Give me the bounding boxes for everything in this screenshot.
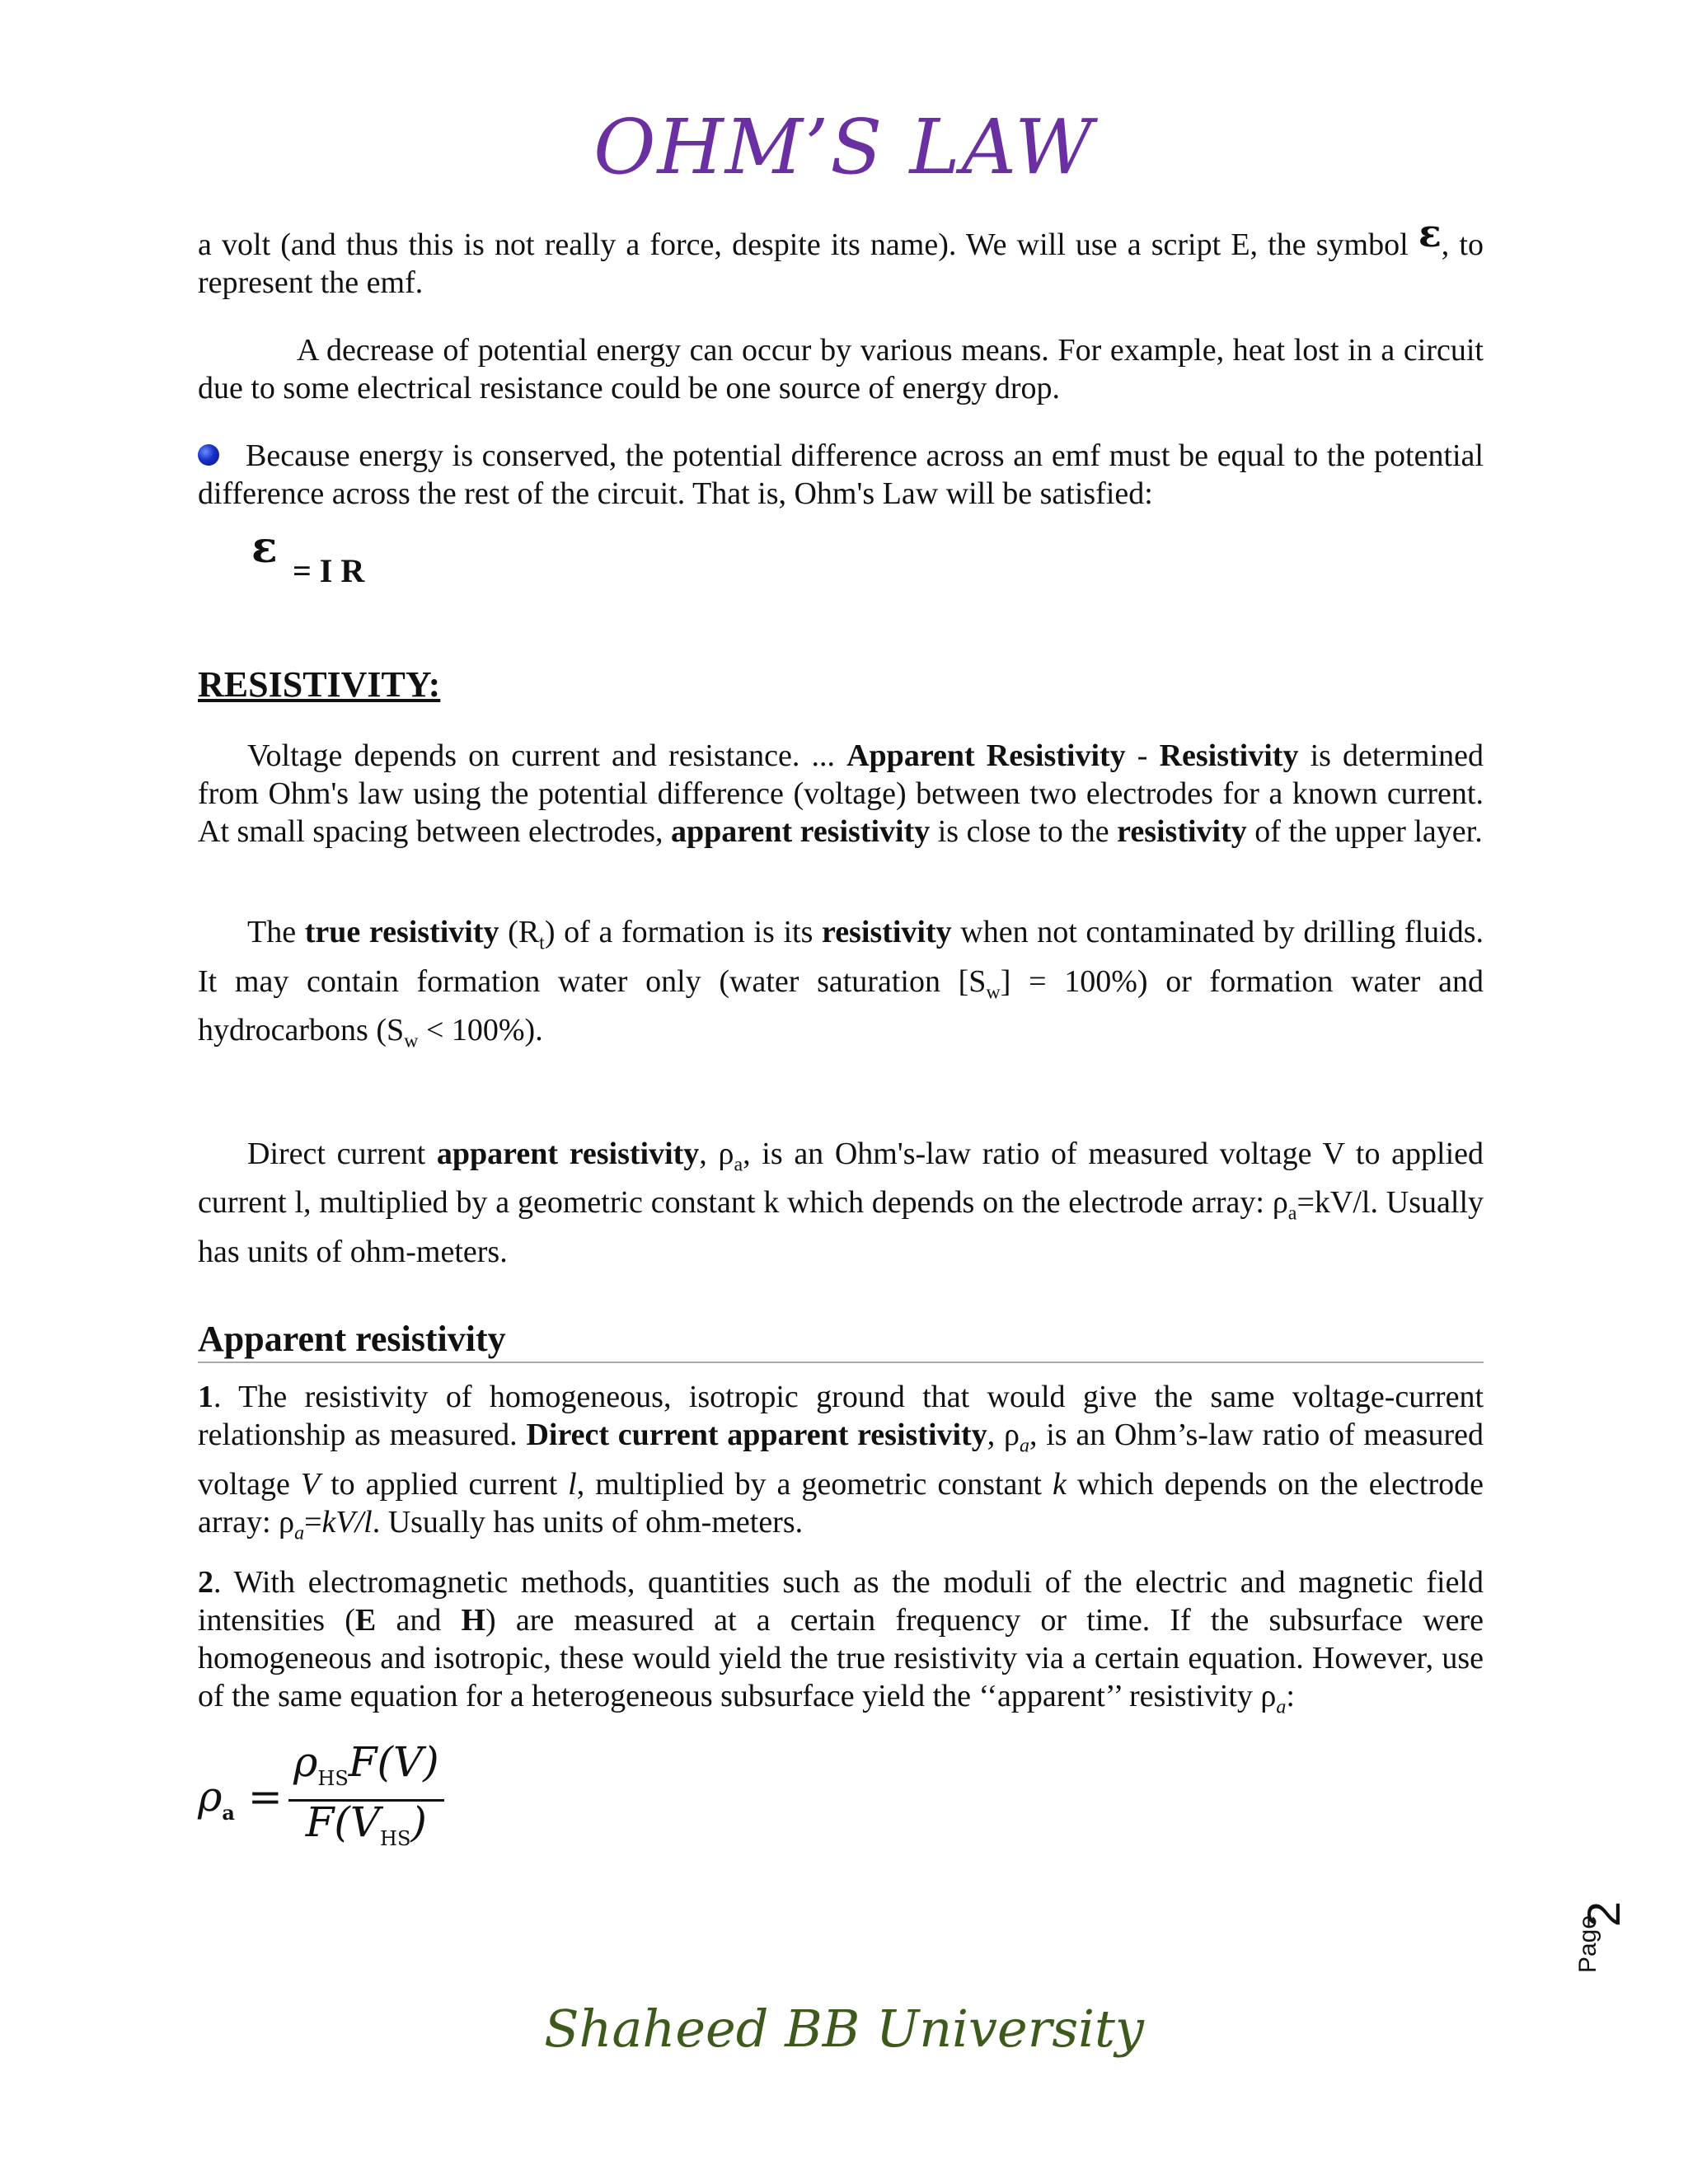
document-body [198,211,1484,1867]
paragraph-true-resistivity: The true resistivity $(R_t)$ of a formation is its resistivity when not contaminated by drilling fluids. It may contain formation water only (water saturation $[S_w] = 100\%$) or formation water and hydrocarbons $(S_w < 100\%)$. [198,915,1484,1052]
bullet-icon [198,444,219,466]
paragraph-emf: a volt (and thus this is not really a force, despite its name). We will use a script E, the symbol ε, to represent the emf. [198,211,1484,300]
paragraph-energy-drop: A decrease of potential energy can occur by various means. For example, heat lost in a circuit due to some electrical resistance could be one source of energy drop. [198,333,1484,405]
emf-symbol: ε [251,523,278,573]
paragraph-conservation: Because energy is conserved, the potential difference across an emf must be equal to the potential difference across the rest of the circuit. That is, Ohm's Law will be satisfied: [198,438,1484,511]
formula-denominator: $F(V_{HS})$ [305,1797,427,1850]
paragraph-apparent-resistivity: Voltage depends on current and resistance. ... Apparent Resistivity - Resistivity is determined from Ohm's law using the potential difference (voltage) between two electrodes for a known current. At small spacing between electrodes, apparent resistivity is close to the resistivity of the upper layer. [198,738,1484,849]
page-number: Page 2 [1574,1900,1630,1974]
formula-numerator: $\rho_{HS}F(V)$ [288,1743,444,1802]
definition-1: 1. The resistivity of homogeneous, isotropic ground that would give the same voltage-current relationship as measured. Direct current apparent resistivity, $\rho_a$, is an Ohm’s-law ratio of measured voltage V to applied current l, multiplied by a geometric constant k which depends on the electrode array: $\rho_a=kV/l$. Usually has units of ohm-meters. [198,1379,1484,1544]
section-heading-resistivity: RESISTIVITY: [198,664,441,705]
section-heading-apparent-resistivity: Apparent resistivity [198,1320,1484,1363]
page-title: OHM’S LAW [593,103,1095,191]
equation-ohms-law: ε = I R [251,523,365,589]
footer-university: Shaheed BB University [544,1999,1144,2059]
emf-symbol: ε [1418,211,1442,255]
paragraph-direct-current: Direct current apparent resistivity, $\rho_a$, is an Ohm's-law ratio of measured voltage V to applied current l, multiplied by a geometric constant k which depends on the electrode array: $\rho_a=kV/l$. Usually has units of ohm-meters. [198,1136,1484,1269]
definition-2: 2. With electromagnetic methods, quantities such as the moduli of the electric and magnetic field intensities (E and H) are measured at a certain frequency or time. If the subsurface were homogeneous and isotropic, these would yield the true resistivity via a certain equation. However, use of the same equation for a heterogeneous subsurface yield the ‘‘apparent’’ resistivity $\rho_a$: [198,1565,1484,1718]
apparent-resistivity-formula: $\rho_a$ = $\rho_{HS}F(V)$ $F(V_{HS})$ [198,1743,1484,1867]
